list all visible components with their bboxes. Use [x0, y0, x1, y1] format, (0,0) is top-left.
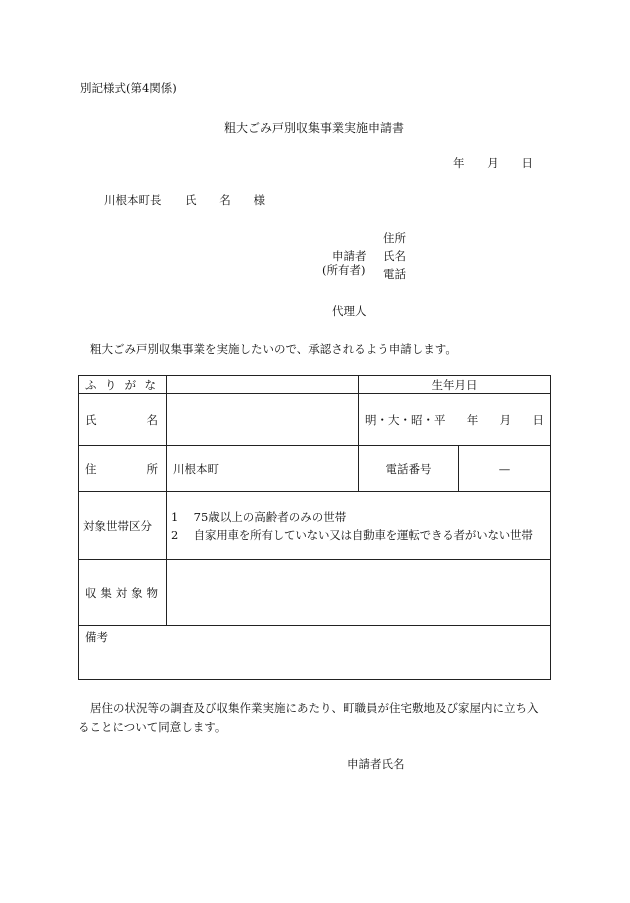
- applicant-label: 申請者: [332, 249, 367, 263]
- signature-label: 申請者氏名: [347, 757, 405, 771]
- furigana-label-cell: ふ り が な: [79, 376, 167, 394]
- household-option-2-text: 自家用車を所有していない又は自動車を運転できる者がいない世帯: [193, 527, 533, 542]
- birthdate-input[interactable]: [359, 394, 551, 446]
- date-day-label: 日: [521, 156, 533, 170]
- era-options: 明・大・昭・平: [365, 412, 446, 427]
- addressee-part-2: 名: [219, 193, 231, 207]
- date-line: [453, 156, 533, 170]
- addressee-part-3: 様: [253, 193, 265, 207]
- document-title: 粗大ごみ戸別収集事業実施申請書: [224, 121, 405, 135]
- date-year-label: 年: [453, 156, 465, 170]
- addressee-name: 川根本町長: [104, 193, 162, 207]
- household-option-2[interactable]: [171, 528, 546, 542]
- application-form-table: [78, 375, 551, 680]
- applicant-name-label: 氏名: [383, 249, 406, 263]
- remarks-label: 備考: [85, 630, 108, 644]
- addressee-honorific: [185, 193, 265, 207]
- birth-day-label: 日: [532, 412, 544, 427]
- address-input[interactable]: 川根本町: [167, 446, 359, 492]
- household-options: [167, 492, 551, 560]
- household-option-1-number: 1: [171, 509, 179, 524]
- items-input[interactable]: [167, 560, 551, 626]
- applicant-phone-label: 電話: [383, 267, 406, 281]
- phone-input[interactable]: —: [459, 446, 551, 492]
- birth-month-label: 月: [499, 412, 512, 427]
- birth-year-label: 年: [466, 412, 479, 427]
- applicant-label-sub: (所有者): [322, 263, 366, 277]
- consent-text-line-2: ることについて同意します。: [78, 720, 227, 734]
- furigana-input[interactable]: [167, 376, 359, 394]
- household-option-1[interactable]: [171, 510, 546, 524]
- name-label-cell: 氏 名: [79, 394, 167, 446]
- remarks-cell[interactable]: [79, 626, 551, 680]
- applicant-address-label: 住所: [383, 231, 406, 245]
- request-text: 粗大ごみ戸別収集事業を実施したいので、承認されるよう申請します。: [90, 342, 457, 356]
- items-label-cell: 収 集 対 象 物: [79, 560, 167, 626]
- date-month-label: 月: [487, 156, 499, 170]
- name-input[interactable]: [167, 394, 359, 446]
- household-option-2-number: 2: [171, 527, 179, 542]
- household-category-label: 対象世帯区分: [79, 492, 167, 560]
- phone-label: 電話番号: [359, 446, 459, 492]
- addressee-part-1: 氏: [185, 193, 197, 207]
- household-option-1-text: 75歳以上の高齢者のみの世帯: [193, 509, 347, 524]
- consent-text-line-1: 居住の状況等の調査及び収集作業実施にあたり、町職員が住宅敷地及び家屋内に立ち入: [90, 701, 539, 715]
- address-label-cell: 住 所: [79, 446, 167, 492]
- form-code: 別記様式(第4関係): [80, 81, 177, 95]
- birthdate-label: 生年月日: [359, 376, 551, 394]
- agent-label: 代理人: [332, 304, 367, 318]
- addressee: [104, 193, 162, 207]
